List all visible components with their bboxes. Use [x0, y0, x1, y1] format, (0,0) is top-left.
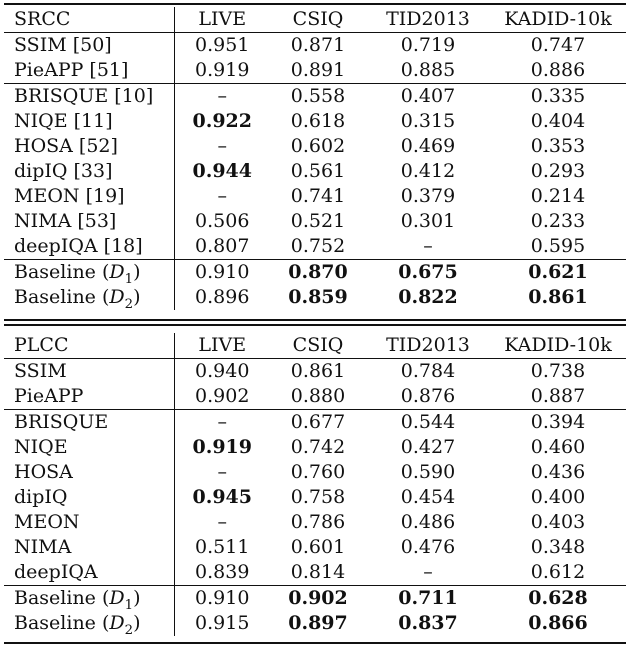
- score-cell: 0.711: [366, 586, 490, 612]
- score-cell: 0.945: [192, 486, 252, 508]
- score-cell: 0.910: [174, 260, 270, 286]
- score-cell: 0.866: [528, 612, 588, 634]
- method-name: dipIQ [33]: [4, 159, 174, 184]
- method-name: PieAPP [51]: [4, 58, 174, 84]
- method-name: MEON: [4, 510, 174, 535]
- score-cell: 0.403: [530, 511, 586, 533]
- dataset-symbol: D: [109, 587, 125, 609]
- table-row: [4, 209, 626, 234]
- method-label: Baseline (: [14, 286, 110, 308]
- score-cell: 0.590: [400, 461, 456, 483]
- srcc-metric-header: SRCC: [4, 7, 174, 33]
- table-row: [4, 510, 626, 535]
- score-cell: 0.407: [366, 84, 490, 110]
- score-cell: 0.427: [400, 436, 456, 458]
- score-cell: 0.887: [530, 385, 586, 407]
- dataset-symbol: D: [109, 612, 125, 634]
- score-cell: 0.561: [290, 160, 346, 182]
- column-header: LIVE: [198, 334, 247, 356]
- score-cell: 0.919: [192, 436, 252, 458]
- method-name: BRISQUE [10]: [4, 84, 174, 110]
- table-row: [4, 159, 626, 184]
- score-cell: 0.233: [530, 210, 586, 232]
- method-name: NIQE [11]: [4, 109, 174, 134]
- score-cell: –: [217, 185, 227, 207]
- score-cell: 0.837: [398, 612, 458, 634]
- method-name: [4, 285, 174, 310]
- column-header: TID2013: [386, 8, 470, 30]
- score-cell: 0.876: [400, 385, 456, 407]
- score-cell: 0.675: [366, 260, 490, 286]
- table-row: [4, 285, 626, 310]
- table-row: [4, 359, 626, 385]
- table-row: [4, 611, 626, 636]
- score-cell: 0.400: [530, 486, 586, 508]
- method-name: BRISQUE: [4, 410, 174, 436]
- score-cell: 0.839: [195, 561, 250, 583]
- table-row: [4, 435, 626, 460]
- score-cell: 0.602: [290, 135, 346, 157]
- dataset-index: 2: [124, 622, 134, 638]
- method-name: dipIQ: [4, 485, 174, 510]
- score-cell: 0.214: [530, 185, 586, 207]
- table-row: [4, 586, 626, 612]
- method-name: [4, 611, 174, 636]
- method-name: [4, 260, 174, 286]
- score-cell: 0.511: [195, 536, 250, 558]
- table-row: [4, 109, 626, 134]
- dataset-index: 1: [124, 271, 134, 287]
- table-row: [4, 134, 626, 159]
- score-cell: 0.814: [290, 561, 346, 583]
- score-cell: 0.859: [288, 286, 348, 308]
- score-cell: 0.293: [530, 160, 586, 182]
- srcc-header-row: [4, 7, 626, 33]
- table-row: [4, 560, 626, 586]
- close-paren: ): [133, 261, 141, 283]
- table-row: [4, 260, 626, 286]
- score-cell: 0.784: [366, 359, 490, 385]
- method-name: NIMA: [4, 535, 174, 560]
- method-name: HOSA [52]: [4, 134, 174, 159]
- score-cell: 0.871: [270, 33, 366, 59]
- close-paren: ): [133, 612, 141, 634]
- table-row: [4, 460, 626, 485]
- dataset-symbol: D: [109, 261, 125, 283]
- table-row: [4, 84, 626, 110]
- score-cell: 0.460: [530, 436, 586, 458]
- method-label: Baseline (: [14, 612, 110, 634]
- score-cell: 0.747: [490, 33, 626, 59]
- score-cell: 0.807: [195, 235, 250, 257]
- score-cell: 0.486: [400, 511, 456, 533]
- table-row: [4, 58, 626, 84]
- score-cell: 0.394: [490, 410, 626, 436]
- score-cell: 0.786: [290, 511, 346, 533]
- score-cell: 0.301: [400, 210, 456, 232]
- score-cell: 0.922: [192, 110, 252, 132]
- score-cell: –: [423, 235, 433, 257]
- dataset-index: 1: [124, 597, 134, 613]
- score-cell: 0.880: [290, 385, 346, 407]
- section-rule-lower: [4, 324, 626, 326]
- score-cell: 0.910: [174, 586, 270, 612]
- method-name: HOSA: [4, 460, 174, 485]
- table-row: [4, 234, 626, 260]
- score-cell: 0.476: [400, 536, 456, 558]
- score-cell: 0.412: [400, 160, 456, 182]
- top-rule: [4, 3, 626, 5]
- method-name: SSIM [50]: [4, 33, 174, 59]
- plcc-header-row: [4, 333, 626, 359]
- score-cell: 0.891: [290, 59, 346, 81]
- score-cell: 0.902: [195, 385, 250, 407]
- close-paren: ): [133, 587, 141, 609]
- score-cell: 0.454: [400, 486, 456, 508]
- table-row: [4, 33, 626, 59]
- score-cell: 0.940: [174, 359, 270, 385]
- close-paren: ): [133, 286, 141, 308]
- column-header: KADID-10k: [504, 8, 612, 30]
- score-cell: 0.558: [270, 84, 366, 110]
- score-cell: 0.885: [400, 59, 456, 81]
- score-cell: 0.897: [288, 612, 348, 634]
- score-cell: 0.618: [290, 110, 346, 132]
- score-cell: 0.896: [195, 286, 250, 308]
- score-cell: 0.741: [290, 185, 346, 207]
- score-cell: 0.521: [290, 210, 346, 232]
- method-label: Baseline (: [14, 587, 110, 609]
- score-cell: 0.436: [530, 461, 586, 483]
- column-header: LIVE: [198, 8, 247, 30]
- score-cell: 0.379: [400, 185, 456, 207]
- table-row: [4, 485, 626, 510]
- score-cell: 0.760: [290, 461, 346, 483]
- method-name: [4, 586, 174, 612]
- score-cell: 0.719: [366, 33, 490, 59]
- table-row: [4, 410, 626, 436]
- score-cell: 0.915: [195, 612, 250, 634]
- method-name: deepIQA [18]: [4, 234, 174, 260]
- score-cell: 0.506: [195, 210, 250, 232]
- plcc-table: [4, 333, 626, 636]
- score-cell: –: [174, 84, 270, 110]
- score-cell: 0.951: [174, 33, 270, 59]
- column-header: CSIQ: [292, 334, 344, 356]
- score-cell: 0.544: [366, 410, 490, 436]
- srcc-table: [4, 7, 626, 310]
- score-cell: 0.738: [490, 359, 626, 385]
- method-label: Baseline (: [14, 261, 110, 283]
- bottom-rule: [4, 642, 626, 644]
- score-cell: –: [174, 410, 270, 436]
- score-cell: 0.752: [290, 235, 346, 257]
- method-name: MEON [19]: [4, 184, 174, 209]
- score-cell: 0.315: [400, 110, 456, 132]
- dataset-symbol: D: [109, 286, 125, 308]
- score-cell: 0.758: [290, 486, 346, 508]
- method-name: NIMA [53]: [4, 209, 174, 234]
- score-cell: 0.861: [528, 286, 588, 308]
- score-cell: 0.595: [530, 235, 586, 257]
- score-cell: –: [217, 511, 227, 533]
- score-cell: 0.886: [530, 59, 586, 81]
- score-cell: 0.677: [270, 410, 366, 436]
- table-row: [4, 384, 626, 410]
- method-name: NIQE: [4, 435, 174, 460]
- score-cell: 0.861: [270, 359, 366, 385]
- score-cell: 0.944: [192, 160, 252, 182]
- method-name: SSIM: [4, 359, 174, 385]
- dataset-index: 2: [124, 296, 134, 312]
- score-cell: 0.404: [530, 110, 586, 132]
- score-cell: 0.919: [195, 59, 250, 81]
- score-cell: 0.902: [270, 586, 366, 612]
- score-cell: 0.335: [490, 84, 626, 110]
- score-cell: 0.621: [490, 260, 626, 286]
- score-cell: 0.353: [530, 135, 586, 157]
- plcc-metric-header: PLCC: [4, 333, 174, 359]
- section-rule-upper: [4, 319, 626, 321]
- score-cell: 0.870: [270, 260, 366, 286]
- method-name: deepIQA: [4, 560, 174, 586]
- score-cell: –: [217, 461, 227, 483]
- score-cell: 0.742: [290, 436, 346, 458]
- score-cell: 0.348: [530, 536, 586, 558]
- score-cell: –: [423, 561, 433, 583]
- column-header: CSIQ: [292, 8, 344, 30]
- score-cell: 0.469: [400, 135, 456, 157]
- score-cell: –: [217, 135, 227, 157]
- column-header: TID2013: [386, 334, 470, 356]
- score-cell: 0.628: [490, 586, 626, 612]
- table-row: [4, 535, 626, 560]
- method-name: PieAPP: [4, 384, 174, 410]
- score-cell: 0.822: [398, 286, 458, 308]
- score-cell: 0.612: [530, 561, 586, 583]
- table-row: [4, 184, 626, 209]
- column-header: KADID-10k: [504, 334, 612, 356]
- score-cell: 0.601: [290, 536, 346, 558]
